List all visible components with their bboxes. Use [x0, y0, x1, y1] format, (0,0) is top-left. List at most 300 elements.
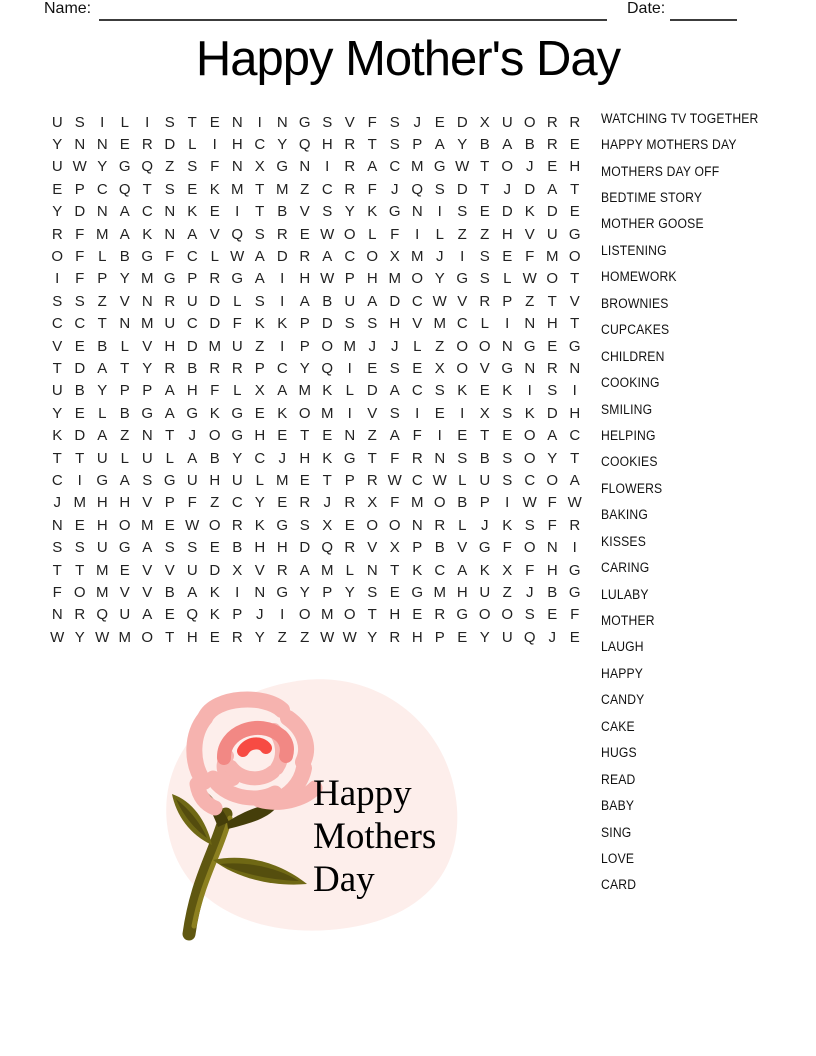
grid-letter[interactable]: L	[503, 270, 512, 288]
grid-letter[interactable]: F	[165, 248, 175, 266]
grid-letter[interactable]: G	[568, 337, 581, 355]
grid-letter[interactable]: B	[547, 583, 558, 601]
grid-letter[interactable]: Q	[186, 606, 199, 624]
grid-letter[interactable]: N	[411, 203, 423, 221]
grid-letter[interactable]: E	[209, 539, 220, 557]
grid-letter[interactable]: J	[413, 113, 421, 131]
grid-letter[interactable]: K	[52, 427, 63, 445]
grid-letter[interactable]: R	[389, 628, 401, 646]
grid-letter[interactable]: O	[568, 248, 581, 266]
grid-letter[interactable]: I	[325, 158, 330, 176]
grid-letter[interactable]: R	[546, 136, 558, 154]
grid-letter[interactable]: E	[187, 180, 198, 198]
grid-letter[interactable]: W	[320, 628, 335, 646]
grid-letter[interactable]: Y	[52, 136, 63, 154]
grid-letter[interactable]: B	[457, 494, 468, 512]
grid-letter[interactable]: U	[51, 113, 63, 131]
grid-letter[interactable]: T	[480, 158, 490, 176]
grid-letter[interactable]: T	[300, 427, 310, 445]
grid-letter[interactable]: T	[255, 203, 265, 221]
grid-letter[interactable]: Y	[52, 404, 63, 422]
grid-letter[interactable]: C	[186, 248, 198, 266]
grid-letter[interactable]: Z	[300, 180, 310, 198]
grid-letter[interactable]: N	[546, 539, 558, 557]
grid-letter[interactable]: X	[389, 539, 400, 557]
grid-letter[interactable]: H	[456, 583, 468, 601]
grid-letter[interactable]: L	[413, 337, 422, 355]
grid-letter[interactable]: C	[276, 359, 288, 377]
grid-letter[interactable]: I	[437, 427, 442, 445]
grid-letter[interactable]: O	[366, 516, 379, 534]
grid-letter[interactable]: A	[569, 471, 580, 489]
grid-letter[interactable]: L	[210, 248, 219, 266]
grid-letter[interactable]: Q	[141, 158, 154, 176]
grid-letter[interactable]: A	[367, 158, 378, 176]
grid-letter[interactable]: T	[480, 427, 490, 445]
grid-letter[interactable]: L	[120, 449, 129, 467]
grid-letter[interactable]: M	[141, 516, 154, 534]
grid-letter[interactable]: R	[546, 113, 558, 131]
grid-letter[interactable]: W	[342, 628, 357, 646]
grid-letter[interactable]: E	[457, 628, 468, 646]
grid-letter[interactable]: A	[547, 427, 558, 445]
grid-letter[interactable]: S	[187, 158, 198, 176]
grid-letter[interactable]: G	[276, 583, 289, 601]
grid-letter[interactable]: W	[320, 270, 335, 288]
grid-letter[interactable]: S	[322, 203, 333, 221]
grid-letter[interactable]: X	[479, 404, 490, 422]
grid-letter[interactable]: F	[75, 270, 85, 288]
grid-letter[interactable]: R	[569, 516, 581, 534]
grid-letter[interactable]: J	[368, 337, 376, 355]
grid-letter[interactable]: Y	[232, 449, 243, 467]
grid-letter[interactable]: E	[547, 337, 558, 355]
grid-letter[interactable]: V	[52, 337, 63, 355]
grid-letter[interactable]: X	[502, 561, 513, 579]
grid-letter[interactable]: Y	[119, 270, 130, 288]
grid-letter[interactable]: S	[164, 180, 175, 198]
grid-letter[interactable]: B	[164, 583, 175, 601]
grid-letter[interactable]: D	[501, 203, 513, 221]
grid-letter[interactable]: J	[526, 583, 534, 601]
grid-letter[interactable]: N	[164, 225, 176, 243]
grid-letter[interactable]: B	[479, 136, 490, 154]
grid-letter[interactable]: O	[523, 113, 536, 131]
grid-letter[interactable]: K	[412, 561, 423, 579]
grid-letter[interactable]: C	[51, 315, 63, 333]
grid-letter[interactable]: W	[185, 516, 200, 534]
grid-letter[interactable]: E	[299, 225, 310, 243]
grid-letter[interactable]: R	[434, 516, 446, 534]
grid-letter[interactable]: R	[299, 248, 311, 266]
grid-letter[interactable]: K	[502, 516, 513, 534]
grid-letter[interactable]: S	[164, 539, 175, 557]
grid-letter[interactable]: C	[231, 494, 243, 512]
grid-letter[interactable]: D	[164, 136, 176, 154]
grid-letter[interactable]: B	[74, 382, 85, 400]
grid-letter[interactable]: E	[277, 494, 288, 512]
grid-letter[interactable]: I	[280, 337, 285, 355]
grid-letter[interactable]: D	[209, 292, 221, 310]
grid-letter[interactable]: K	[254, 315, 265, 333]
grid-letter[interactable]: F	[367, 180, 377, 198]
grid-letter[interactable]: T	[142, 180, 152, 198]
grid-letter[interactable]: L	[345, 382, 354, 400]
grid-letter[interactable]: K	[209, 180, 220, 198]
grid-letter[interactable]: E	[344, 516, 355, 534]
grid-letter[interactable]: C	[524, 471, 536, 489]
grid-letter[interactable]: R	[569, 113, 581, 131]
grid-letter[interactable]: N	[569, 359, 581, 377]
grid-letter[interactable]: D	[321, 315, 333, 333]
grid-letter[interactable]: K	[142, 225, 153, 243]
grid-letter[interactable]: U	[546, 225, 558, 243]
grid-letter[interactable]: O	[546, 270, 559, 288]
grid-letter[interactable]: J	[526, 158, 534, 176]
grid-letter[interactable]: G	[411, 583, 424, 601]
grid-letter[interactable]: N	[51, 516, 63, 534]
grid-letter[interactable]: P	[344, 471, 355, 489]
grid-letter[interactable]: E	[502, 427, 513, 445]
grid-letter[interactable]: E	[434, 404, 445, 422]
grid-letter[interactable]: G	[456, 606, 469, 624]
grid-letter[interactable]: A	[119, 203, 130, 221]
grid-letter[interactable]: M	[231, 180, 244, 198]
grid-letter[interactable]: L	[98, 248, 107, 266]
grid-letter[interactable]: O	[208, 427, 221, 445]
grid-letter[interactable]: F	[390, 449, 400, 467]
grid-letter[interactable]: R	[231, 359, 243, 377]
grid-letter[interactable]: F	[210, 382, 220, 400]
grid-letter[interactable]: I	[347, 404, 352, 422]
grid-letter[interactable]: A	[97, 427, 108, 445]
grid-letter[interactable]: W	[320, 225, 335, 243]
grid-letter[interactable]: P	[254, 359, 265, 377]
grid-letter[interactable]: S	[434, 180, 445, 198]
grid-letter[interactable]: E	[277, 427, 288, 445]
grid-letter[interactable]: C	[411, 382, 423, 400]
grid-letter[interactable]: B	[232, 539, 243, 557]
grid-letter[interactable]: D	[546, 203, 558, 221]
grid-letter[interactable]: Y	[142, 359, 153, 377]
grid-letter[interactable]: Z	[457, 225, 467, 243]
grid-letter[interactable]: Q	[321, 359, 334, 377]
grid-letter[interactable]: V	[164, 561, 175, 579]
grid-letter[interactable]: Z	[277, 628, 287, 646]
grid-letter[interactable]: A	[547, 180, 558, 198]
grid-letter[interactable]: N	[74, 136, 86, 154]
grid-letter[interactable]: R	[276, 225, 288, 243]
grid-letter[interactable]: N	[51, 606, 63, 624]
grid-letter[interactable]: Y	[299, 359, 310, 377]
grid-letter[interactable]: R	[344, 539, 356, 557]
grid-letter[interactable]: R	[344, 494, 356, 512]
grid-letter[interactable]: M	[96, 583, 109, 601]
grid-letter[interactable]: O	[298, 606, 311, 624]
grid-letter[interactable]: D	[74, 359, 86, 377]
grid-letter[interactable]: X	[254, 158, 265, 176]
grid-letter[interactable]: W	[387, 471, 402, 489]
grid-letter[interactable]: J	[391, 337, 399, 355]
grid-letter[interactable]: M	[96, 225, 109, 243]
grid-letter[interactable]: S	[164, 113, 175, 131]
grid-letter[interactable]: I	[145, 113, 150, 131]
grid-letter[interactable]: E	[119, 561, 130, 579]
grid-letter[interactable]: S	[479, 248, 490, 266]
grid-letter[interactable]: T	[547, 292, 557, 310]
grid-letter[interactable]: T	[570, 449, 580, 467]
grid-letter[interactable]: P	[322, 583, 333, 601]
grid-letter[interactable]: H	[299, 449, 311, 467]
grid-letter[interactable]: Y	[97, 382, 108, 400]
grid-letter[interactable]: C	[186, 315, 198, 333]
grid-letter[interactable]: U	[231, 471, 243, 489]
grid-letter[interactable]: O	[321, 337, 334, 355]
grid-letter[interactable]: D	[209, 561, 221, 579]
grid-letter[interactable]: J	[278, 449, 286, 467]
grid-letter[interactable]: G	[343, 449, 356, 467]
grid-letter[interactable]: H	[231, 136, 243, 154]
grid-letter[interactable]: S	[479, 270, 490, 288]
grid-letter[interactable]: S	[389, 404, 400, 422]
grid-letter[interactable]: D	[74, 203, 86, 221]
grid-letter[interactable]: A	[187, 583, 198, 601]
grid-letter[interactable]: U	[344, 292, 356, 310]
grid-letter[interactable]: I	[280, 292, 285, 310]
grid-letter[interactable]: C	[321, 180, 333, 198]
grid-letter[interactable]: V	[299, 203, 310, 221]
grid-letter[interactable]: K	[254, 516, 265, 534]
grid-letter[interactable]: N	[164, 203, 176, 221]
grid-letter[interactable]: S	[254, 292, 265, 310]
grid-letter[interactable]: Z	[502, 583, 512, 601]
grid-letter[interactable]: N	[344, 427, 356, 445]
grid-letter[interactable]: L	[458, 471, 467, 489]
grid-letter[interactable]: M	[321, 606, 334, 624]
grid-letter[interactable]: S	[74, 539, 85, 557]
grid-letter[interactable]: Q	[96, 606, 109, 624]
grid-letter[interactable]: T	[390, 561, 400, 579]
grid-letter[interactable]: K	[209, 404, 220, 422]
grid-letter[interactable]: W	[230, 248, 245, 266]
grid-letter[interactable]: F	[390, 225, 400, 243]
grid-letter[interactable]: F	[502, 539, 512, 557]
grid-letter[interactable]: C	[254, 449, 266, 467]
grid-letter[interactable]: D	[209, 315, 221, 333]
grid-letter[interactable]: T	[97, 315, 107, 333]
grid-letter[interactable]: H	[389, 606, 401, 624]
grid-letter[interactable]: W	[95, 628, 110, 646]
grid-letter[interactable]: M	[433, 583, 446, 601]
grid-letter[interactable]: P	[299, 337, 310, 355]
grid-letter[interactable]: I	[460, 404, 465, 422]
grid-letter[interactable]: U	[186, 292, 198, 310]
grid-letter[interactable]: I	[347, 359, 352, 377]
grid-letter[interactable]: S	[367, 583, 378, 601]
grid-letter[interactable]: M	[433, 315, 446, 333]
grid-letter[interactable]: X	[479, 113, 490, 131]
grid-letter[interactable]: X	[254, 382, 265, 400]
grid-letter[interactable]: D	[546, 404, 558, 422]
grid-letter[interactable]: V	[457, 292, 468, 310]
grid-letter[interactable]: N	[276, 113, 288, 131]
grid-letter[interactable]: D	[456, 180, 468, 198]
grid-letter[interactable]: M	[546, 248, 559, 266]
grid-letter[interactable]: U	[186, 471, 198, 489]
grid-letter[interactable]: L	[98, 404, 107, 422]
grid-letter[interactable]: O	[456, 337, 469, 355]
grid-letter[interactable]: W	[567, 494, 582, 512]
grid-letter[interactable]: M	[276, 471, 289, 489]
grid-letter[interactable]: U	[51, 382, 63, 400]
grid-letter[interactable]: T	[165, 427, 175, 445]
grid-letter[interactable]: A	[254, 248, 265, 266]
grid-letter[interactable]: P	[119, 382, 130, 400]
grid-letter[interactable]: F	[390, 494, 400, 512]
grid-letter[interactable]: O	[433, 494, 446, 512]
grid-letter[interactable]: C	[456, 315, 468, 333]
grid-letter[interactable]: R	[411, 449, 423, 467]
grid-letter[interactable]: S	[502, 471, 513, 489]
grid-letter[interactable]: X	[232, 561, 243, 579]
grid-letter[interactable]: I	[235, 203, 240, 221]
grid-letter[interactable]: D	[524, 180, 536, 198]
grid-letter[interactable]: V	[142, 494, 153, 512]
grid-letter[interactable]: X	[367, 494, 378, 512]
grid-letter[interactable]: G	[231, 404, 244, 422]
grid-letter[interactable]: V	[479, 359, 490, 377]
grid-letter[interactable]: H	[501, 225, 513, 243]
grid-letter[interactable]: C	[411, 292, 423, 310]
grid-letter[interactable]: U	[501, 628, 513, 646]
grid-letter[interactable]: M	[73, 494, 86, 512]
grid-letter[interactable]: F	[187, 494, 197, 512]
grid-letter[interactable]: S	[74, 113, 85, 131]
grid-letter[interactable]: Z	[525, 292, 535, 310]
grid-letter[interactable]: A	[187, 225, 198, 243]
grid-letter[interactable]: P	[232, 606, 243, 624]
grid-letter[interactable]: R	[231, 516, 243, 534]
grid-letter[interactable]: S	[524, 606, 535, 624]
grid-letter[interactable]: R	[434, 606, 446, 624]
grid-letter[interactable]: Z	[255, 337, 265, 355]
grid-letter[interactable]: I	[212, 136, 217, 154]
grid-letter[interactable]: G	[478, 539, 491, 557]
grid-letter[interactable]: E	[254, 404, 265, 422]
grid-letter[interactable]: L	[188, 136, 197, 154]
grid-letter[interactable]: Z	[120, 427, 130, 445]
grid-letter[interactable]: A	[119, 471, 130, 489]
grid-letter[interactable]: L	[233, 382, 242, 400]
grid-letter[interactable]: T	[187, 113, 197, 131]
grid-letter[interactable]: U	[231, 337, 243, 355]
grid-letter[interactable]: O	[411, 270, 424, 288]
grid-letter[interactable]: D	[366, 382, 378, 400]
grid-letter[interactable]: Y	[479, 628, 490, 646]
grid-letter[interactable]: M	[276, 180, 289, 198]
grid-letter[interactable]: H	[254, 427, 266, 445]
grid-letter[interactable]: A	[389, 427, 400, 445]
grid-letter[interactable]: Y	[457, 136, 468, 154]
grid-letter[interactable]: E	[74, 516, 85, 534]
grid-letter[interactable]: A	[142, 606, 153, 624]
grid-letter[interactable]: A	[187, 449, 198, 467]
grid-letter[interactable]: L	[233, 292, 242, 310]
grid-letter[interactable]: O	[456, 359, 469, 377]
grid-letter[interactable]: K	[457, 382, 468, 400]
grid-letter[interactable]: A	[142, 539, 153, 557]
grid-letter[interactable]: Q	[411, 180, 424, 198]
grid-letter[interactable]: H	[119, 494, 131, 512]
grid-letter[interactable]: R	[276, 561, 288, 579]
grid-letter[interactable]: G	[568, 583, 581, 601]
grid-letter[interactable]: D	[74, 427, 86, 445]
grid-letter[interactable]: V	[344, 113, 355, 131]
grid-letter[interactable]: E	[434, 113, 445, 131]
grid-letter[interactable]: V	[119, 583, 130, 601]
grid-letter[interactable]: G	[276, 158, 289, 176]
grid-letter[interactable]: G	[388, 203, 401, 221]
grid-letter[interactable]: U	[96, 539, 108, 557]
grid-letter[interactable]: E	[299, 471, 310, 489]
grid-letter[interactable]: V	[142, 337, 153, 355]
grid-letter[interactable]: K	[209, 606, 220, 624]
grid-letter[interactable]: T	[75, 561, 85, 579]
grid-letter[interactable]: P	[412, 136, 423, 154]
grid-letter[interactable]: I	[505, 315, 510, 333]
grid-letter[interactable]: I	[257, 113, 262, 131]
grid-letter[interactable]: H	[254, 539, 266, 557]
grid-letter[interactable]: Y	[97, 158, 108, 176]
grid-letter[interactable]: Y	[547, 449, 558, 467]
grid-letter[interactable]: Z	[210, 494, 220, 512]
grid-letter[interactable]: A	[119, 225, 130, 243]
grid-letter[interactable]: L	[255, 471, 264, 489]
grid-letter[interactable]: S	[187, 539, 198, 557]
grid-letter[interactable]: H	[569, 158, 581, 176]
grid-letter[interactable]: P	[434, 628, 445, 646]
grid-letter[interactable]: Z	[435, 337, 445, 355]
grid-letter[interactable]: K	[502, 382, 513, 400]
grid-letter[interactable]: D	[276, 248, 288, 266]
grid-letter[interactable]: J	[436, 248, 444, 266]
grid-letter[interactable]: P	[97, 270, 108, 288]
grid-letter[interactable]: J	[323, 494, 331, 512]
grid-letter[interactable]: B	[479, 449, 490, 467]
grid-letter[interactable]: E	[547, 158, 558, 176]
grid-letter[interactable]: W	[522, 270, 537, 288]
grid-letter[interactable]: K	[187, 203, 198, 221]
grid-letter[interactable]: O	[523, 539, 536, 557]
grid-letter[interactable]: A	[434, 136, 445, 154]
grid-letter[interactable]: S	[299, 516, 310, 534]
grid-letter[interactable]: F	[210, 158, 220, 176]
grid-letter[interactable]: F	[570, 606, 580, 624]
grid-letter[interactable]: T	[52, 561, 62, 579]
grid-letter[interactable]: N	[524, 315, 536, 333]
grid-letter[interactable]: W	[432, 292, 447, 310]
grid-letter[interactable]: A	[457, 561, 468, 579]
grid-letter[interactable]: B	[97, 337, 108, 355]
grid-letter[interactable]: C	[344, 248, 356, 266]
grid-letter[interactable]: Y	[367, 628, 378, 646]
grid-letter[interactable]: M	[321, 561, 334, 579]
grid-letter[interactable]: S	[547, 382, 558, 400]
grid-letter[interactable]: B	[209, 449, 220, 467]
grid-letter[interactable]: A	[367, 292, 378, 310]
grid-letter[interactable]: Y	[74, 628, 85, 646]
grid-letter[interactable]: Y	[434, 270, 445, 288]
